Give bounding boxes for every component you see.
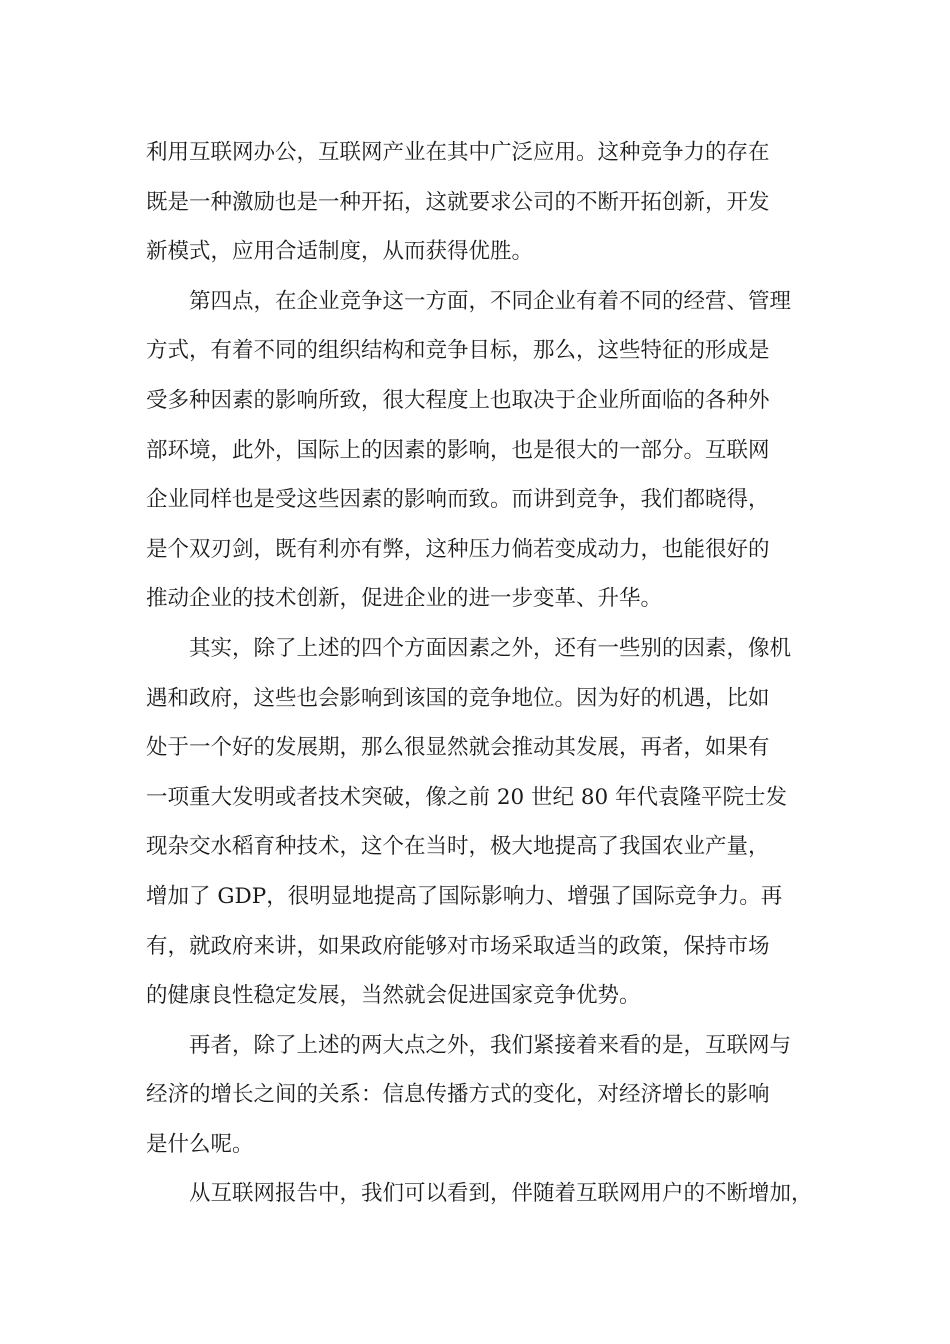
text-line: 遇和政府，这些也会影响到该国的竞争地位。因为好的机遇，比如 xyxy=(146,685,770,711)
text-line: 经济的增长之间的关系：信息传播方式的变化，对经济增长的影响 xyxy=(146,1082,770,1108)
text-line: 部环境，此外，国际上的因素的影响，也是很大的一部分。互联网 xyxy=(146,437,770,463)
text-line: 一项重大发明或者技术突破，像之前 20 世纪 80 年代袁隆平院士发 xyxy=(146,784,788,810)
text-line: 受多种因素的影响所致，很大程度上也取决于企业所面临的各种外 xyxy=(146,387,770,413)
paragraph-2 xyxy=(146,277,808,624)
text-line: 从互联网报告中，我们可以看到，伴随着互联网用户的不断增加， xyxy=(146,1181,813,1207)
paragraph-1 xyxy=(146,128,808,277)
paragraph-3 xyxy=(146,624,808,1021)
paragraph-4 xyxy=(146,1021,808,1170)
text-line: 的健康良性稳定发展，当然就会促进国家竞争优势。 xyxy=(146,983,641,1009)
text-line: 再者，除了上述的两大点之外，我们紧接着来看的是，互联网与 xyxy=(146,1032,792,1058)
text-line: 增加了 GDP，很明显地提高了国际影响力、增强了国际竞争力。再 xyxy=(146,883,783,909)
text-line: 有，就政府来讲，如果政府能够对市场采取适当的政策，保持市场 xyxy=(146,933,770,959)
paragraph-5 xyxy=(146,1169,813,1219)
text-line: 方式，有着不同的组织结构和竞争目标，那么，这些特征的形成是 xyxy=(146,338,770,364)
text-line: 企业同样也是受这些因素的影响而致。而讲到竞争，我们都晓得， xyxy=(146,487,770,513)
text-line: 利用互联网办公，互联网产业在其中广泛应用。这种竞争力的存在 xyxy=(146,140,770,165)
text-line: 现杂交水稻育种技术，这个在当时，极大地提高了我国农业产量， xyxy=(146,834,770,860)
text-line: 是什么呢。 xyxy=(146,1131,254,1157)
text-line: 第四点，在企业竞争这一方面，不同企业有着不同的经营、管理 xyxy=(146,288,792,314)
text-line: 处于一个好的发展期，那么很显然就会推动其发展，再者，如果有 xyxy=(146,735,770,761)
text-line: 其实，除了上述的四个方面因素之外，还有一些别的因素，像机 xyxy=(146,635,792,661)
text-line: 是个双刃剑，既有利亦有弊，这种压力倘若变成动力，也能很好的 xyxy=(146,536,770,562)
text-line: 新模式，应用合适制度，从而获得优胜。 xyxy=(146,239,534,265)
document-body xyxy=(146,128,813,1219)
text-line: 既是一种激励也是一种开拓，这就要求公司的不断开拓创新，开发 xyxy=(146,189,770,215)
text-line: 推动企业的技术创新，促进企业的进一步变革、升华。 xyxy=(146,586,663,612)
